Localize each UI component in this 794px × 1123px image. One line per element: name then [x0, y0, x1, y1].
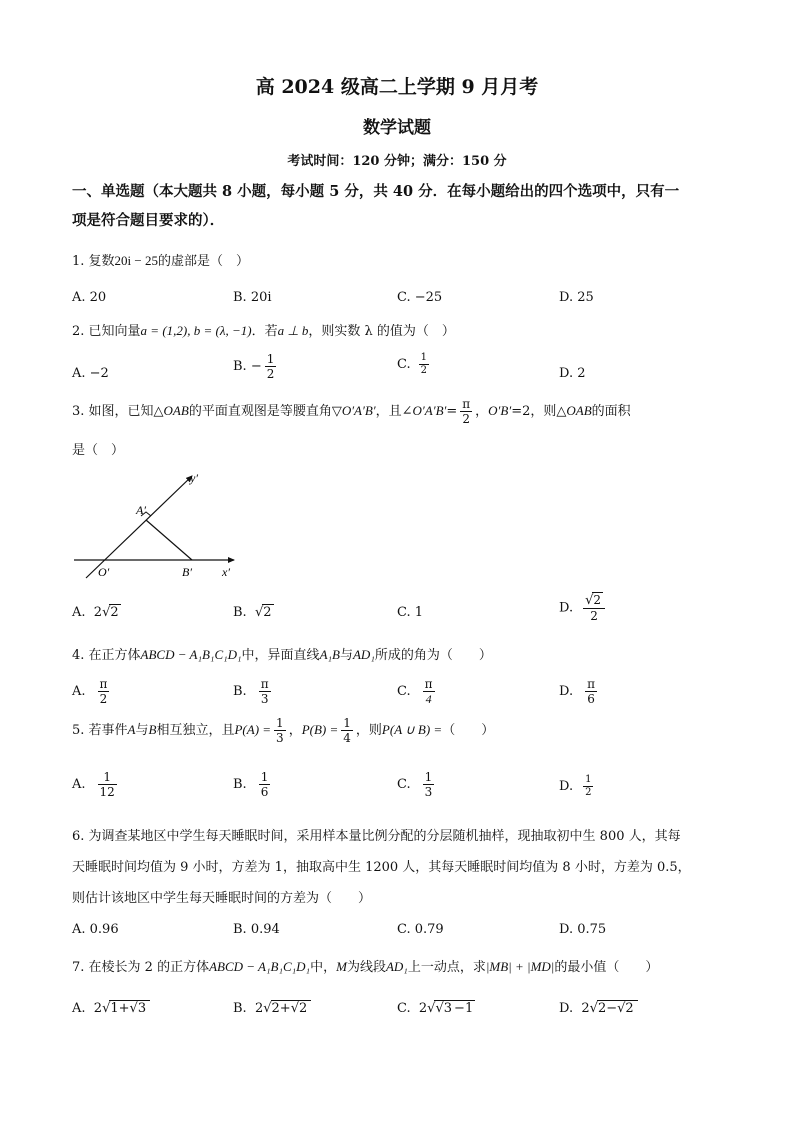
- q3-option-a-coef: 2: [93, 605, 103, 620]
- q4-cube: ABCD − A₁B₁C₁D₁: [140, 647, 242, 662]
- q5-stem-mid: 与: [135, 723, 149, 738]
- q4-option-b-den: 3: [260, 692, 269, 706]
- sqrt-symbol: √: [102, 605, 111, 620]
- q4-option-a-label: A.: [72, 684, 86, 699]
- q3-option-c[interactable]: C. 1: [397, 605, 424, 620]
- question-3-line2: 是（ ）: [72, 443, 125, 458]
- q2-perp: a ⊥ b: [277, 323, 309, 338]
- q2-option-c-num: 1: [420, 352, 427, 363]
- question-6-line1: 6. 为调查某地区中学生每天睡眠时间，采用样本量比例分配的分层随机抽样，现抽取初中生 800 人，其每: [72, 829, 681, 844]
- q3-figure: [68, 466, 248, 586]
- q7-option-c[interactable]: [397, 999, 475, 1019]
- q7-option-b[interactable]: [233, 999, 311, 1019]
- y-axis: [86, 476, 192, 578]
- q1-option-a[interactable]: A. 20: [72, 290, 107, 305]
- q5-option-d-num: 1: [585, 774, 592, 785]
- q7-stem-mid3: 上一动点，求: [407, 960, 486, 975]
- q7-seg: AD₁: [385, 959, 408, 974]
- q5-option-a-num: 1: [98, 770, 117, 785]
- q4-option-c-den: 4: [425, 692, 432, 706]
- q5-option-a[interactable]: [72, 770, 120, 799]
- q5-option-d-label: D.: [559, 779, 574, 794]
- label-b-prime: B′: [182, 565, 192, 579]
- q7-option-c-inner-rad: 3: [443, 1001, 453, 1016]
- q5-option-d-fraction: [583, 774, 593, 799]
- q3-stem-mid3: ，: [475, 404, 489, 419]
- q5-b: B: [148, 722, 157, 737]
- q2-option-b-num: 1: [266, 352, 275, 366]
- q7-stem-mid: 中，: [310, 960, 337, 975]
- label-a-prime: A′: [136, 503, 146, 517]
- q3-option-a-label: A.: [72, 605, 86, 620]
- q5-option-d-den: 2: [585, 787, 592, 798]
- q7-cube: ABCD − A₁B₁C₁D₁: [209, 959, 311, 974]
- q4-option-b-label: B.: [233, 684, 247, 699]
- q1-option-d[interactable]: D. 25: [559, 290, 594, 305]
- q1-option-b[interactable]: B. 20i: [233, 290, 272, 305]
- q5-stem-mid2: 相互独立，且: [156, 723, 235, 738]
- q4-option-d-fraction: [585, 677, 597, 706]
- q5-option-b-num: 1: [260, 770, 269, 784]
- q1-stem-post: 的虚部是（ ）: [158, 254, 250, 269]
- q5-pb-num: 1: [343, 716, 351, 730]
- subject-title: 数学试题: [363, 118, 431, 138]
- q7-option-a[interactable]: [72, 999, 150, 1019]
- q5-option-c-fraction: [423, 770, 435, 799]
- q3-pi: π: [462, 397, 471, 411]
- question-7: [72, 957, 658, 978]
- q7-option-d[interactable]: [559, 999, 638, 1019]
- q7-option-b-label: B.: [233, 1001, 247, 1016]
- q2-option-c-fraction: [419, 352, 429, 377]
- q7-option-a-radicand: [109, 1000, 150, 1016]
- q2-option-d[interactable]: D. 2: [559, 366, 586, 381]
- q5-option-b[interactable]: [233, 770, 273, 799]
- q6-option-c[interactable]: C. 0.79: [397, 922, 444, 937]
- q2-option-c-label: C.: [397, 357, 411, 372]
- q3-stem-pre: 3. 如图，已知△: [72, 404, 164, 419]
- q3-option-a[interactable]: [72, 603, 121, 623]
- q3-stem-mid4: =2，则△: [511, 404, 567, 419]
- q5-option-b-label: B.: [233, 777, 247, 792]
- q3-angle: O′A′B′: [412, 403, 447, 418]
- q4-stem-mid: 中，异面直线: [241, 648, 320, 663]
- q5-pa-num: 1: [276, 716, 284, 730]
- q5-a: A: [127, 722, 136, 737]
- section-heading-line1: 一、单选题（本大题共 8 小题，每小题 5 分，共 40 分．在每小题给出的四个选项中，只有一: [72, 183, 680, 200]
- q4-option-d-num: π: [587, 677, 595, 691]
- question-3-line1: [72, 397, 631, 426]
- question-4: [72, 645, 492, 666]
- q4-option-c-label: C.: [397, 684, 411, 699]
- q7-option-d-inner-rad: 2: [625, 1001, 634, 1016]
- q7-option-b-inner: 2+: [271, 1001, 291, 1016]
- q5-option-a-fraction: [98, 770, 117, 799]
- question-1: [72, 251, 249, 272]
- q2-option-c[interactable]: [397, 352, 432, 377]
- q2-option-b-fraction: [265, 352, 277, 381]
- q7-option-a-inner: 1+: [110, 1001, 130, 1016]
- q3-stem-post: 的面积: [591, 404, 631, 419]
- q4-option-b-fraction: [259, 677, 271, 706]
- q5-option-c-den: 3: [424, 785, 433, 799]
- q3-option-b-rad: 2: [263, 605, 272, 620]
- q4-option-c-fraction: [423, 677, 435, 706]
- q4-option-a-den: 2: [99, 692, 108, 706]
- q1-option-c[interactable]: C. −25: [397, 290, 443, 305]
- q7-option-d-inner: 2−: [597, 1001, 618, 1016]
- question-6-line2: 天睡眠时间均值为 9 小时，方差为 1，抽取高中生 1200 人，其每天睡眠时间均值为 8 小时，方差为 0.5，: [72, 860, 691, 875]
- q3-option-d[interactable]: [559, 593, 608, 623]
- q3-option-d-fraction: [583, 593, 605, 623]
- question-2: [72, 321, 455, 342]
- sqrt-symbol: √: [102, 1001, 111, 1016]
- sqrt-symbol: √: [290, 1001, 299, 1016]
- q7-stem-post: 的最小值（ ）: [554, 960, 659, 975]
- q5-pb: P(B) =: [301, 722, 339, 737]
- q6-option-b[interactable]: B. 0.94: [233, 922, 280, 937]
- segment-a-b: [146, 520, 192, 560]
- q4-option-d[interactable]: [559, 677, 600, 706]
- q1-stem-pre: 1. 复数: [72, 254, 115, 269]
- q7-option-a-inner-rad: 3: [137, 1001, 147, 1016]
- q7-option-c-coef: 2: [418, 1001, 428, 1016]
- q5-option-b-fraction: [259, 770, 271, 799]
- q3-option-d-num: [583, 593, 605, 609]
- q3-pi-over-2: [460, 397, 472, 426]
- q5-stem-pre: 5. 若事件: [72, 723, 128, 738]
- exam-info: 考试时间：120 分钟；满分：150 分: [287, 154, 507, 169]
- q5-option-c-num: 1: [424, 770, 433, 784]
- q4-option-c[interactable]: [397, 677, 438, 706]
- q4-option-a[interactable]: [72, 677, 112, 706]
- q5-option-a-label: A.: [72, 777, 86, 792]
- q3-stem-mid2: ，且∠: [375, 404, 413, 419]
- q6-option-a[interactable]: A. 0.96: [72, 922, 119, 937]
- q5-pa: P(A) =: [234, 722, 272, 737]
- q2-stem-pre: 2. 已知向量: [72, 324, 141, 339]
- q5-pb-fraction: [341, 716, 353, 745]
- q2-option-b-den: 2: [266, 367, 275, 381]
- q5-stem-mid3: ，则: [355, 723, 382, 738]
- label-x-prime: x′: [222, 565, 230, 579]
- q5-option-b-den: 6: [260, 785, 269, 799]
- q7-option-a-coef: 2: [93, 1001, 103, 1016]
- sqrt-symbol: √: [589, 1001, 598, 1016]
- q3-stem-mid1: 的平面直观图是等腰直角▽: [188, 404, 342, 419]
- section-heading-line2: 项是符合题目要求的）．: [72, 212, 225, 229]
- q5-stem-post: （ ）: [442, 723, 495, 738]
- q2-option-c-den: 2: [420, 365, 427, 376]
- q2-option-b-label: B. −: [233, 359, 262, 374]
- q7-m: M: [336, 959, 347, 974]
- q3-option-d-rad: 2: [593, 593, 602, 607]
- sqrt-symbol: √: [254, 605, 264, 620]
- sqrt-symbol: √: [263, 1001, 272, 1016]
- q7-option-c-label: C.: [397, 1001, 411, 1016]
- label-o-prime: O′: [98, 565, 110, 579]
- q5-option-c[interactable]: [397, 770, 437, 799]
- q4-option-d-label: D.: [559, 684, 574, 699]
- q3-option-b-label: B.: [233, 605, 247, 620]
- q5-pa-fraction: [274, 716, 286, 745]
- q3-option-b[interactable]: [233, 603, 274, 623]
- q5-pa-den: 3: [276, 731, 284, 745]
- q3-oab2: OAB: [566, 403, 592, 418]
- question-5: [72, 716, 494, 745]
- q3-option-d-den: 2: [590, 609, 598, 623]
- q3-option-d-label: D.: [559, 600, 574, 616]
- exam-title: 高 2024 级高二上学期 9 月月考: [255, 76, 539, 98]
- q2-option-a[interactable]: A. −2: [72, 366, 109, 381]
- q5-pab: P(A ∪ B) =: [381, 722, 443, 737]
- q5-comma: ，: [288, 723, 302, 738]
- q7-option-c-radicand: [434, 1000, 475, 1016]
- q7-stem-pre: 7. 在棱长为 2 的正方体: [72, 960, 210, 975]
- q5-option-a-den: 12: [99, 785, 115, 799]
- q7-option-b-coef: 2: [254, 1001, 264, 1016]
- q2-vectors: a = (1,2), b = (λ, −1): [140, 323, 252, 338]
- q4-option-d-den: 6: [587, 692, 595, 706]
- q7-option-d-label: D.: [559, 1001, 574, 1016]
- q4-option-a-num: π: [99, 677, 108, 691]
- q4-stem-post: 所成的角为（ ）: [374, 648, 492, 663]
- q4-option-b[interactable]: [233, 677, 274, 706]
- q3-eq: =: [446, 404, 458, 419]
- q4-line2: AD₁: [352, 647, 375, 662]
- q7-expr: |MB| + |MD|: [485, 959, 555, 974]
- q6-option-d[interactable]: D. 0.75: [559, 922, 607, 937]
- q4-option-c-num: π: [424, 677, 433, 691]
- q3-two: 2: [462, 412, 471, 426]
- q4-stem-mid2: 与: [339, 648, 353, 663]
- q2-stem-post: ，则实数 λ 的值为（ ）: [308, 324, 455, 339]
- q2-option-b[interactable]: [233, 352, 279, 381]
- q7-option-b-inner-rad: 2: [299, 1001, 308, 1016]
- q3-option-a-rad: 2: [110, 605, 119, 620]
- q7-stem-mid2: 为线段: [346, 960, 386, 975]
- q5-option-d[interactable]: [559, 774, 596, 799]
- q7-option-c-tail: −1: [454, 1001, 474, 1016]
- sqrt-symbol: √: [129, 1001, 138, 1016]
- q4-option-a-fraction: [98, 677, 110, 706]
- sqrt-symbol: √: [617, 1001, 626, 1016]
- q3-tri: O′A′B′: [341, 403, 376, 418]
- sqrt-symbol: √: [585, 593, 594, 608]
- q7-option-d-coef: 2: [581, 1001, 590, 1016]
- sqrt-symbol: √: [435, 1001, 444, 1016]
- sqrt-symbol: √: [427, 1001, 436, 1016]
- q7-option-a-label: A.: [72, 1001, 86, 1016]
- q3-ob: O′B′: [488, 403, 512, 418]
- q2-stem-mid: ．若: [251, 324, 278, 339]
- q4-line1: A₁B: [319, 647, 340, 662]
- q4-option-b-num: π: [260, 677, 269, 691]
- q1-expr: 20i − 25: [114, 253, 158, 268]
- q3-oab: OAB: [163, 403, 189, 418]
- q5-pb-den: 4: [343, 731, 351, 745]
- q4-stem-pre: 4. 在正方体: [72, 648, 141, 663]
- question-6-line3: 则估计该地区中学生每天睡眠时间的方差为（ ）: [72, 891, 372, 906]
- q7-option-d-radicand: [597, 1000, 638, 1016]
- q5-option-c-label: C.: [397, 777, 411, 792]
- label-y-prime: y′: [190, 471, 198, 485]
- q7-option-b-radicand: [271, 1000, 312, 1016]
